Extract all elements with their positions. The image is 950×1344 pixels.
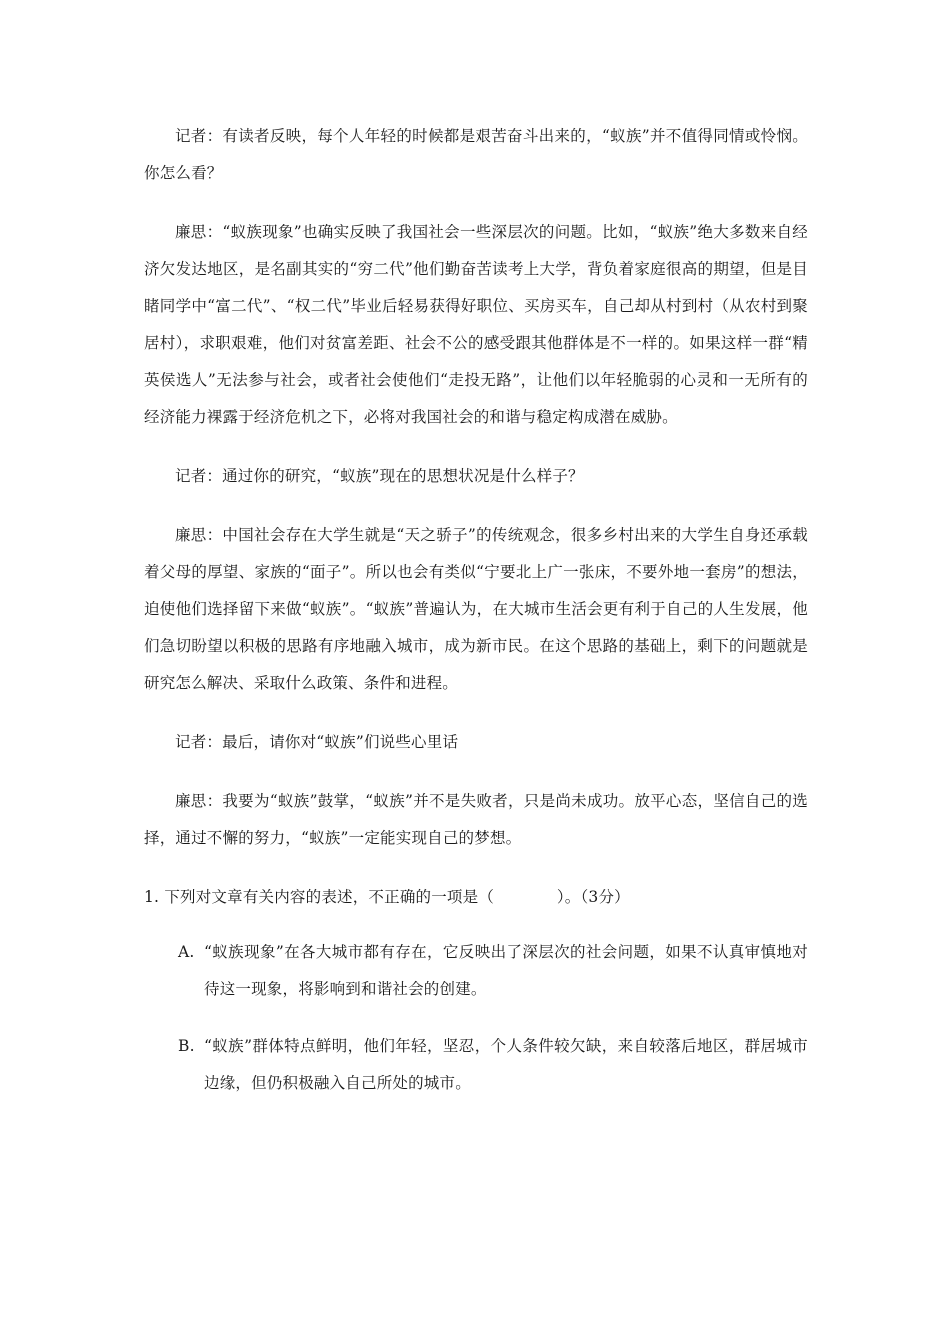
paragraph-liansi-answer-1: 廉思：“蚁族现象”也确实反映了我国社会一些深层次的问题。比如，“蚁族”绝大多数来自经济欠发达地区，是名副其实的“穷二代”他们勤奋苦读考上大学，背负着家庭很高的期望，但是目睹同学中“富二代”、“权二代”毕业后轻易获得好职位、买房买车，自己却从村到村（从农村到聚居村），求职艰难，他们对贫富差距、社会不公的感受跟其他群体是不一样的。如果这样一群“精英侯选人”无法参与社会，或者社会使他们“走投无路”，让他们以年轻脆弱的心灵和一无所有的经济能力裸露于经济危机之下，必将对我国社会的和谐与稳定构成潜在威胁。 [144,223,808,426]
paragraph-reporter-question-3: 记者：最后，请你对“蚁族”们说些心里话 [175,733,459,751]
option-b [144,1028,808,1102]
option-a-text: “蚁族现象”在各大城市都有存在，它反映出了深层次的社会问题，如果不认真审慎地对待这一现象，将影响到和谐社会的创建。 [204,943,808,998]
option-a [144,934,808,1008]
question-stem: 1. 下列对文章有关内容的表述，不正确的一项是（ ）。（3分） [144,888,630,906]
paragraph-reporter-question-2: 记者：通过你的研究，“蚁族”现在的思想状况是什么样子？ [175,467,584,485]
option-a-letter: A. [178,943,195,961]
option-b-letter: B. [178,1037,195,1055]
option-b-text: “蚁族”群体特点鲜明，他们年轻，坚忍，个人条件较欠缺，来自较落后地区，群居城市边缘，但仍积极融入自己所处的城市。 [204,1037,808,1092]
paragraph-reporter-question-1: 记者：有读者反映，每个人年轻的时候都是艰苦奋斗出来的，“蚁族”并不值得同情或怜悯。你怎么看？ [144,127,808,182]
document-page [144,118,808,1122]
paragraph-liansi-answer-3: 廉思：我要为“蚁族”鼓掌，“蚁族”并不是失败者，只是尚未成功。放平心态，坚信自己的选择，通过不懈的努力，“蚁族”一定能实现自己的梦想。 [144,792,808,847]
paragraph-liansi-answer-2: 廉思：中国社会存在大学生就是“天之骄子”的传统观念，很多乡村出来的大学生自身还承载着父母的厚望、家族的“面子”。所以也会有类似“宁要北上广一张床，不要外地一套房”的想法，迫使他们选择留下来做“蚁族”。“蚁族”普遍认为，在大城市生活会更有利于自己的人生发展，他们急切盼望以积极的思路有序地融入城市，成为新市民。在这个思路的基础上，剩下的问题就是研究怎么解决、采取什么政策、条件和进程。 [144,526,808,692]
